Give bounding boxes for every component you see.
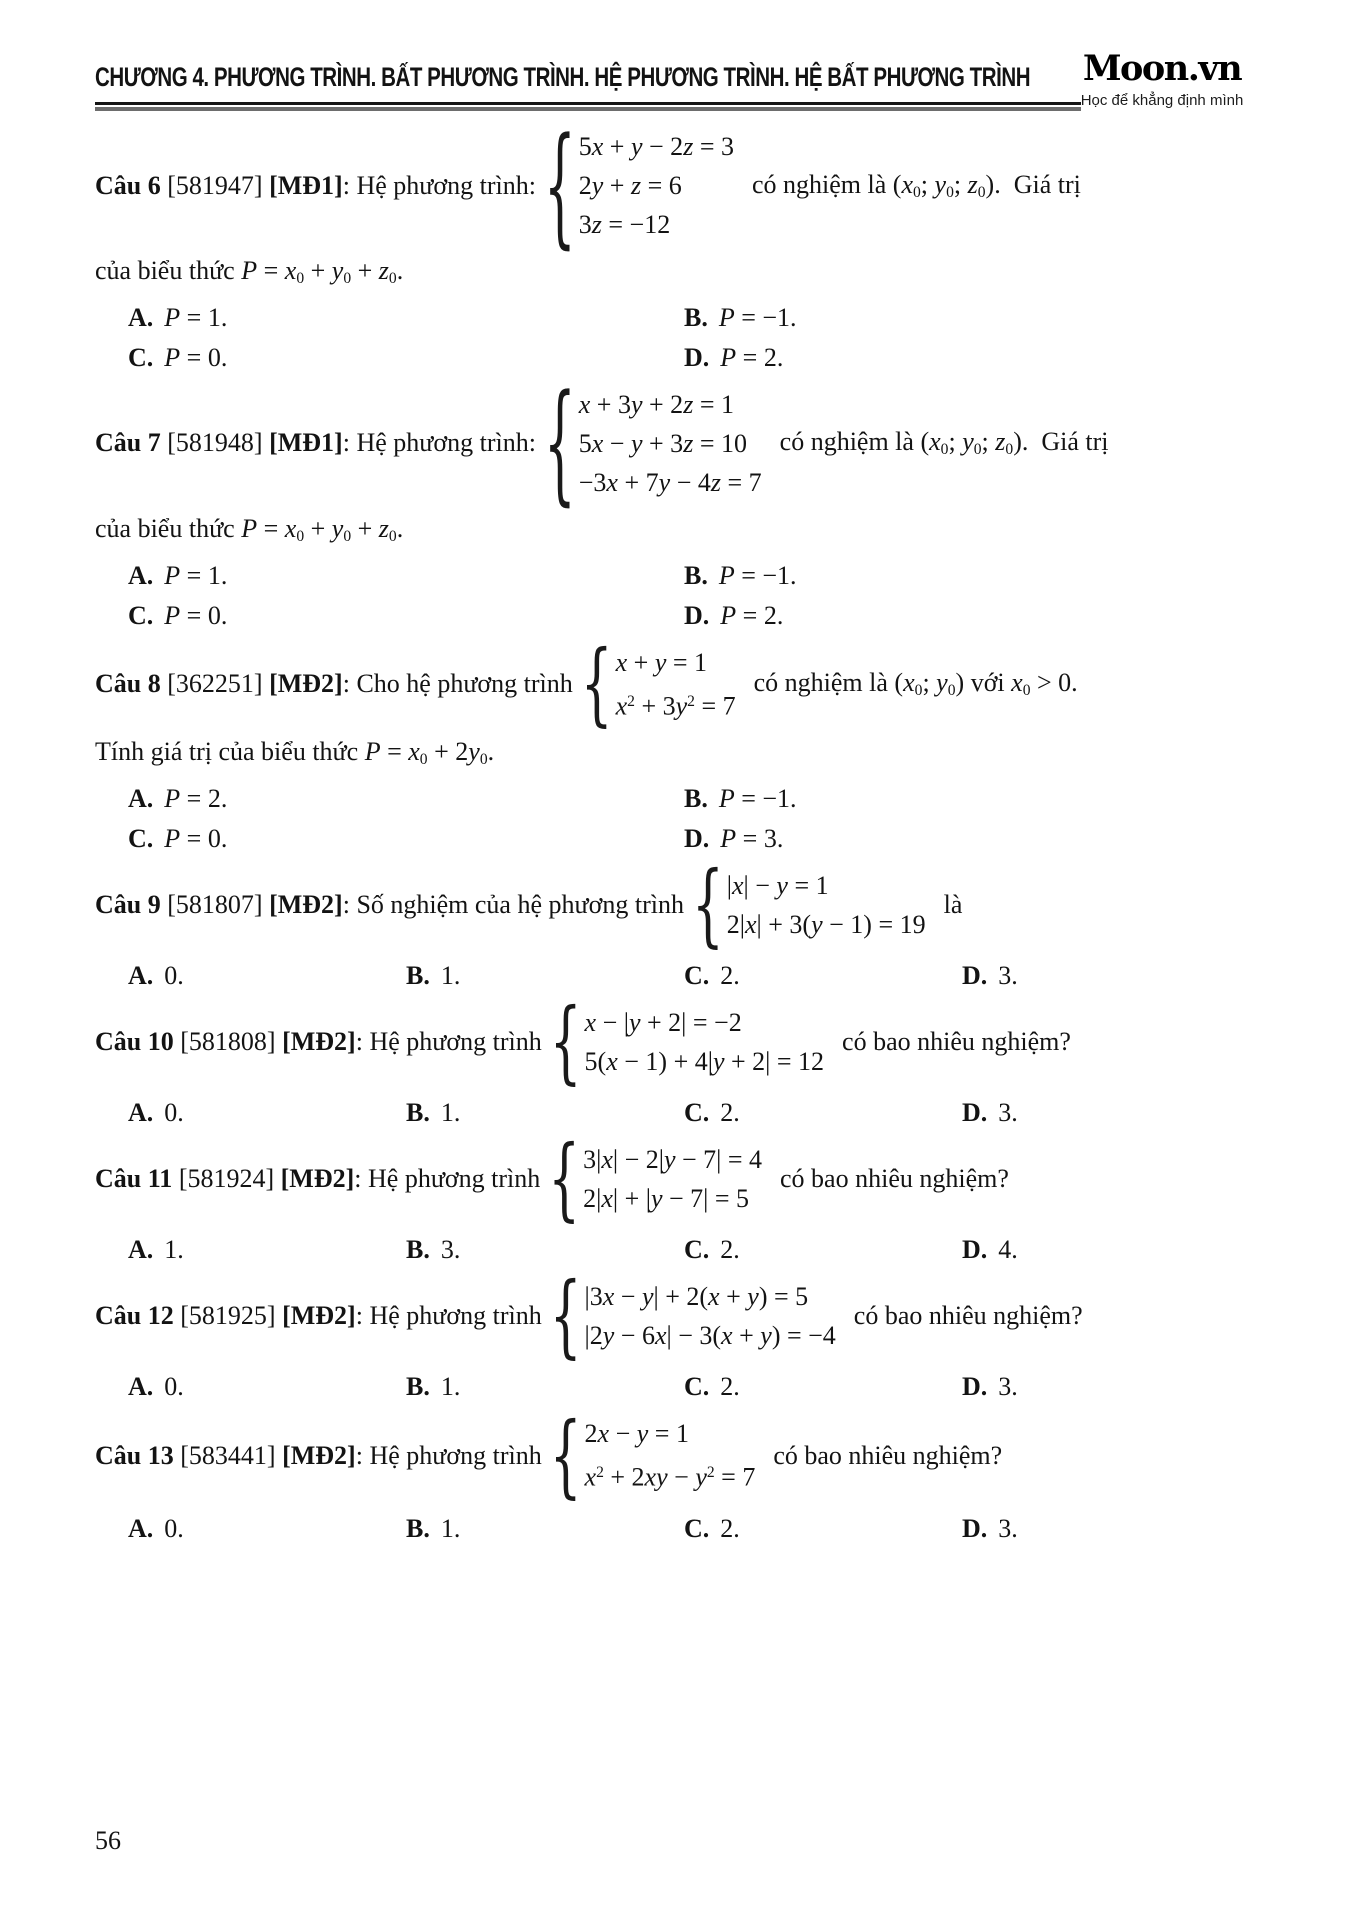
options-row [95, 1372, 1274, 1402]
option-value: 2. [720, 1098, 740, 1128]
option [128, 824, 684, 854]
option-value: P = 0. [164, 824, 228, 854]
option [684, 303, 1274, 333]
text-segment: là [943, 890, 963, 920]
system-brace [550, 1411, 582, 1501]
question-label: Câu 7 [95, 428, 161, 458]
system [550, 1414, 756, 1497]
header-rule [95, 102, 1081, 111]
system-brace [581, 639, 613, 729]
option [684, 1235, 962, 1265]
text-segment: có bao nhiêu nghiệm? [842, 1027, 1071, 1057]
question-row [95, 1138, 1274, 1220]
question-level: [MĐ2] [282, 1027, 356, 1057]
system [550, 1277, 836, 1355]
question-code: [581807] [167, 890, 263, 920]
text-segment: của biểu thức [95, 256, 242, 285]
text-segment: Giá trị [1028, 427, 1109, 457]
option [962, 1372, 1274, 1402]
question-tail [780, 1164, 1009, 1194]
option [406, 1235, 684, 1265]
question-line2 [95, 737, 1274, 769]
option-key: C. [684, 1513, 710, 1543]
equation: −3x + 7y − 4z = 7 [578, 467, 762, 497]
question-code: [581924] [178, 1164, 275, 1194]
option [684, 561, 1274, 591]
question-heading [95, 890, 684, 920]
question-label: Câu 6 [95, 170, 161, 200]
math-segment: ($x_0$; $y_0$) [894, 668, 965, 700]
option-key: D. [684, 342, 710, 372]
text-segment: với [964, 668, 1012, 698]
text-segment: Tính giá trị của biểu thức [95, 737, 365, 767]
option-key: A. [128, 961, 154, 991]
question-tail [854, 1301, 1083, 1331]
options-row [95, 1235, 1274, 1265]
option-key: A. [128, 1513, 154, 1543]
option-key: B. [684, 560, 708, 590]
option-key: A. [128, 302, 154, 332]
equation: 5(x − 1) + 4|y + 2| = 12 [584, 1047, 825, 1077]
question-line2 [95, 256, 1274, 288]
question-label: Câu 12 [95, 1301, 174, 1331]
option [684, 824, 1274, 854]
equation: 2y + z = 6 [578, 171, 682, 200]
option [128, 1514, 406, 1544]
question-lead: : Hệ phương trình [355, 1301, 542, 1331]
option-key: B. [406, 1098, 430, 1128]
option-value: 2. [720, 1513, 740, 1543]
system [550, 1003, 824, 1081]
question-lead: : Hệ phương trình: [342, 170, 536, 200]
system-equations [585, 1414, 756, 1497]
options-row [95, 784, 1274, 854]
system-brace [550, 1271, 582, 1361]
equation: $x^2 + 3y^2 = 7$ [615, 691, 736, 721]
option-key: A. [128, 560, 154, 590]
question-block [95, 864, 1274, 991]
system [581, 643, 736, 726]
equation: 2|x| + 3(y − 1) = 19 [726, 910, 926, 940]
option-value: 3. [998, 1372, 1018, 1402]
question-line2 [95, 514, 1274, 546]
equation: $x^2 + 2xy - y^2 = 7$ [584, 1462, 756, 1492]
equation: 3z = −12 [578, 210, 671, 239]
question-label: Câu 10 [95, 1027, 174, 1057]
option [128, 343, 684, 373]
question-lead: : Hệ phương trình [355, 1027, 542, 1057]
option-value: 0. [164, 1372, 184, 1402]
option-value: 1. [440, 1513, 461, 1543]
system [544, 385, 762, 502]
option [962, 961, 1274, 991]
question-tail [754, 668, 1078, 700]
option-key: D. [962, 1372, 988, 1402]
system-equations [583, 1140, 762, 1218]
question-tail [752, 170, 1081, 202]
question-level: [MĐ2] [269, 669, 343, 699]
option-value: P = −1. [718, 784, 797, 814]
question-code: [583441] [180, 1440, 276, 1470]
equation: 2x − y = 1 [584, 1419, 689, 1449]
option [962, 1098, 1274, 1128]
system [692, 866, 926, 944]
option [684, 961, 962, 991]
system-brace [544, 378, 576, 508]
system-equations [585, 1277, 836, 1355]
system [544, 127, 734, 244]
math-segment: $x_0 > 0$. [1011, 668, 1078, 700]
option-key: B. [684, 784, 708, 814]
chapter-title: CHƯƠNG 4. PHƯƠNG TRÌNH. BẤT PHƯƠNG TRÌNH. HỆ PHƯƠNG TRÌNH. HỆ BẤT PHƯƠNG TRÌNH [95, 62, 1031, 92]
equation: |2y − 6x| − 3(x + y) = −4 [584, 1321, 836, 1351]
page-number: 56 [95, 1826, 121, 1855]
equation: 5x − y + 3z = 10 [578, 428, 747, 458]
option [962, 1235, 1274, 1265]
option [128, 961, 406, 991]
option-key: C. [684, 1235, 710, 1265]
system-brace [544, 121, 576, 251]
question-level: [MĐ2] [282, 1301, 356, 1331]
option-key: A. [128, 1098, 154, 1128]
option-key: C. [128, 342, 154, 372]
option [128, 784, 684, 814]
question-level: [MĐ2] [269, 890, 343, 920]
brand-logo: Moon.vn [1082, 48, 1242, 89]
question-block [95, 1412, 1274, 1544]
option-key: D. [684, 600, 710, 630]
brand-block [1042, 48, 1282, 109]
option-value: 2. [720, 1372, 740, 1402]
option-value: 3. [998, 1098, 1018, 1128]
option-value: 2. [720, 961, 740, 991]
equation: 2|x| + |y − 7| = 5 [583, 1184, 750, 1214]
question-code: [581948] [167, 428, 263, 458]
question-block [95, 1275, 1274, 1402]
option-key: B. [406, 1235, 430, 1265]
question-block [95, 641, 1274, 854]
question-code: [581925] [180, 1301, 276, 1331]
options-row [95, 1514, 1274, 1544]
option-key: C. [684, 961, 710, 991]
question-row [95, 1412, 1274, 1499]
options-row [95, 303, 1274, 373]
text-segment: có nghiệm là [779, 427, 921, 457]
text-segment: của biểu thức [95, 513, 242, 543]
text-segment: Giá trị [1000, 169, 1081, 199]
option [128, 601, 684, 631]
question-heading [95, 428, 536, 458]
option-value: P = 2. [164, 784, 228, 814]
question-label: Câu 9 [95, 890, 161, 920]
question-heading [95, 171, 536, 201]
options-row [95, 561, 1274, 631]
question-level: [MĐ1] [269, 428, 343, 458]
options-row [95, 961, 1274, 991]
question-heading [95, 1301, 542, 1331]
option [406, 1514, 684, 1544]
page-header [95, 48, 1274, 111]
system-brace [692, 860, 724, 950]
question-tail [780, 427, 1109, 459]
text-segment: có nghiệm là [753, 668, 895, 698]
option-value: 3. [998, 961, 1018, 991]
option-value: P = 2. [720, 342, 784, 372]
option [128, 561, 684, 591]
question-lead: : Hệ phương trình: [342, 428, 536, 458]
option-value: 3. [998, 1513, 1018, 1543]
questions [95, 125, 1274, 1544]
equation: x + 3y + 2z = 1 [578, 389, 734, 419]
question-row [95, 383, 1274, 504]
question-row [95, 1275, 1274, 1357]
question-block [95, 1138, 1274, 1265]
math-segment: $P = x_0 + y_0 + z_0$. [241, 256, 404, 287]
question-block [95, 383, 1274, 631]
option-key: A. [128, 1372, 154, 1402]
question-lead: : Cho hệ phương trình [342, 669, 573, 699]
option-key: C. [128, 600, 154, 630]
options-row [95, 1098, 1274, 1128]
option-key: B. [406, 961, 430, 991]
question-tail [842, 1027, 1071, 1057]
question-label: Câu 8 [95, 669, 161, 699]
equation: 3|x| − 2|y − 7| = 4 [583, 1145, 763, 1175]
option-key: D. [962, 1098, 988, 1128]
option [406, 1098, 684, 1128]
text-segment: có nghiệm là [751, 169, 893, 199]
option [684, 784, 1274, 814]
option [962, 1514, 1274, 1544]
question-level: [MĐ2] [280, 1164, 355, 1194]
question-heading [95, 1164, 540, 1194]
option [128, 1235, 406, 1265]
brand-tagline: Học để khẳng định mình [1080, 92, 1244, 109]
question-heading [95, 669, 573, 699]
option [128, 1372, 406, 1402]
option-key: A. [128, 784, 154, 814]
system-brace [548, 1134, 580, 1224]
system-equations [585, 1003, 825, 1081]
equation: |x| − y = 1 [726, 871, 829, 901]
question-row [95, 864, 1274, 946]
option-value: 1. [440, 1372, 461, 1402]
option-key: C. [684, 1372, 710, 1402]
option-value: P = 0. [164, 600, 228, 630]
option-value: P = 2. [720, 600, 784, 630]
option [406, 1372, 684, 1402]
equation: |3x − y| + 2(x + y) = 5 [584, 1282, 809, 1312]
question-code: [581947] [167, 170, 263, 200]
option [684, 1098, 962, 1128]
option-value: P = 0. [164, 342, 228, 372]
option-value: 1. [440, 961, 461, 991]
question-level: [MĐ1] [269, 170, 343, 200]
option-key: B. [406, 1372, 430, 1402]
option-value: P = −1. [718, 560, 797, 590]
option-key: D. [962, 961, 988, 991]
system-equations [579, 385, 762, 502]
option-value: P = 1. [164, 560, 228, 590]
option-key: C. [128, 824, 154, 854]
option-value: P = 3. [720, 824, 784, 854]
question-code: [362251] [167, 669, 263, 699]
option-key: B. [406, 1513, 430, 1543]
option [406, 961, 684, 991]
option [128, 1098, 406, 1128]
system-equations [616, 643, 736, 726]
math-segment: $P = x_0 + 2y_0$. [364, 737, 495, 769]
system-brace [550, 997, 582, 1087]
question-heading [95, 1027, 542, 1057]
question-row [95, 125, 1274, 246]
option-value: 1. [440, 1098, 461, 1128]
math-segment: ($x_0$; $y_0$; $z_0$). [920, 427, 1029, 459]
math-segment: $P = x_0 + y_0 + z_0$. [241, 513, 404, 545]
question-lead: : Hệ phương trình [355, 1440, 542, 1470]
option-value: 2. [720, 1235, 740, 1265]
option-key: D. [684, 824, 710, 854]
option-key: D. [962, 1513, 988, 1543]
option-value: 3. [440, 1235, 461, 1265]
question-lead: : Hệ phương trình [354, 1164, 541, 1194]
option-value: P = −1. [718, 302, 797, 332]
option-key: C. [684, 1098, 710, 1128]
option-key: D. [962, 1235, 988, 1265]
text-segment: có bao nhiêu nghiệm? [773, 1440, 1003, 1470]
equation: x + y = 1 [615, 647, 708, 677]
option-value: P = 1. [164, 302, 228, 332]
option-value: 1. [164, 1235, 184, 1265]
question-label: Câu 13 [95, 1440, 174, 1470]
option-value: 0. [164, 1513, 184, 1543]
question-block [95, 1001, 1274, 1128]
option [684, 601, 1274, 631]
equation: 5x + y − 2z = 3 [578, 132, 734, 161]
text-segment: có bao nhiêu nghiệm? [780, 1164, 1009, 1194]
question-label: Câu 11 [95, 1164, 173, 1194]
option [684, 1514, 962, 1544]
equation: x − |y + 2| = −2 [584, 1008, 742, 1038]
question-tail [773, 1441, 1002, 1471]
question-row [95, 1001, 1274, 1083]
question-level: [MĐ2] [282, 1440, 356, 1470]
option-value: 4. [998, 1235, 1018, 1265]
option [684, 343, 1274, 373]
text-segment: có bao nhiêu nghiệm? [853, 1301, 1083, 1331]
option-key: B. [684, 302, 708, 332]
question-tail [944, 890, 963, 920]
option-key: A. [128, 1235, 154, 1265]
question-code: [581808] [180, 1027, 276, 1057]
math-segment: ($x_0$; $y_0$; $z_0$). [892, 169, 1001, 201]
system-equations [579, 127, 734, 244]
question-row [95, 641, 1274, 728]
question-block [95, 125, 1274, 373]
question-lead: : Số nghiệm của hệ phương trình [342, 890, 684, 920]
option-value: 0. [164, 961, 184, 991]
system-equations [727, 866, 926, 944]
question-heading [95, 1441, 542, 1471]
option [128, 303, 684, 333]
system [548, 1140, 762, 1218]
option-value: 0. [164, 1098, 184, 1128]
option [684, 1372, 962, 1402]
